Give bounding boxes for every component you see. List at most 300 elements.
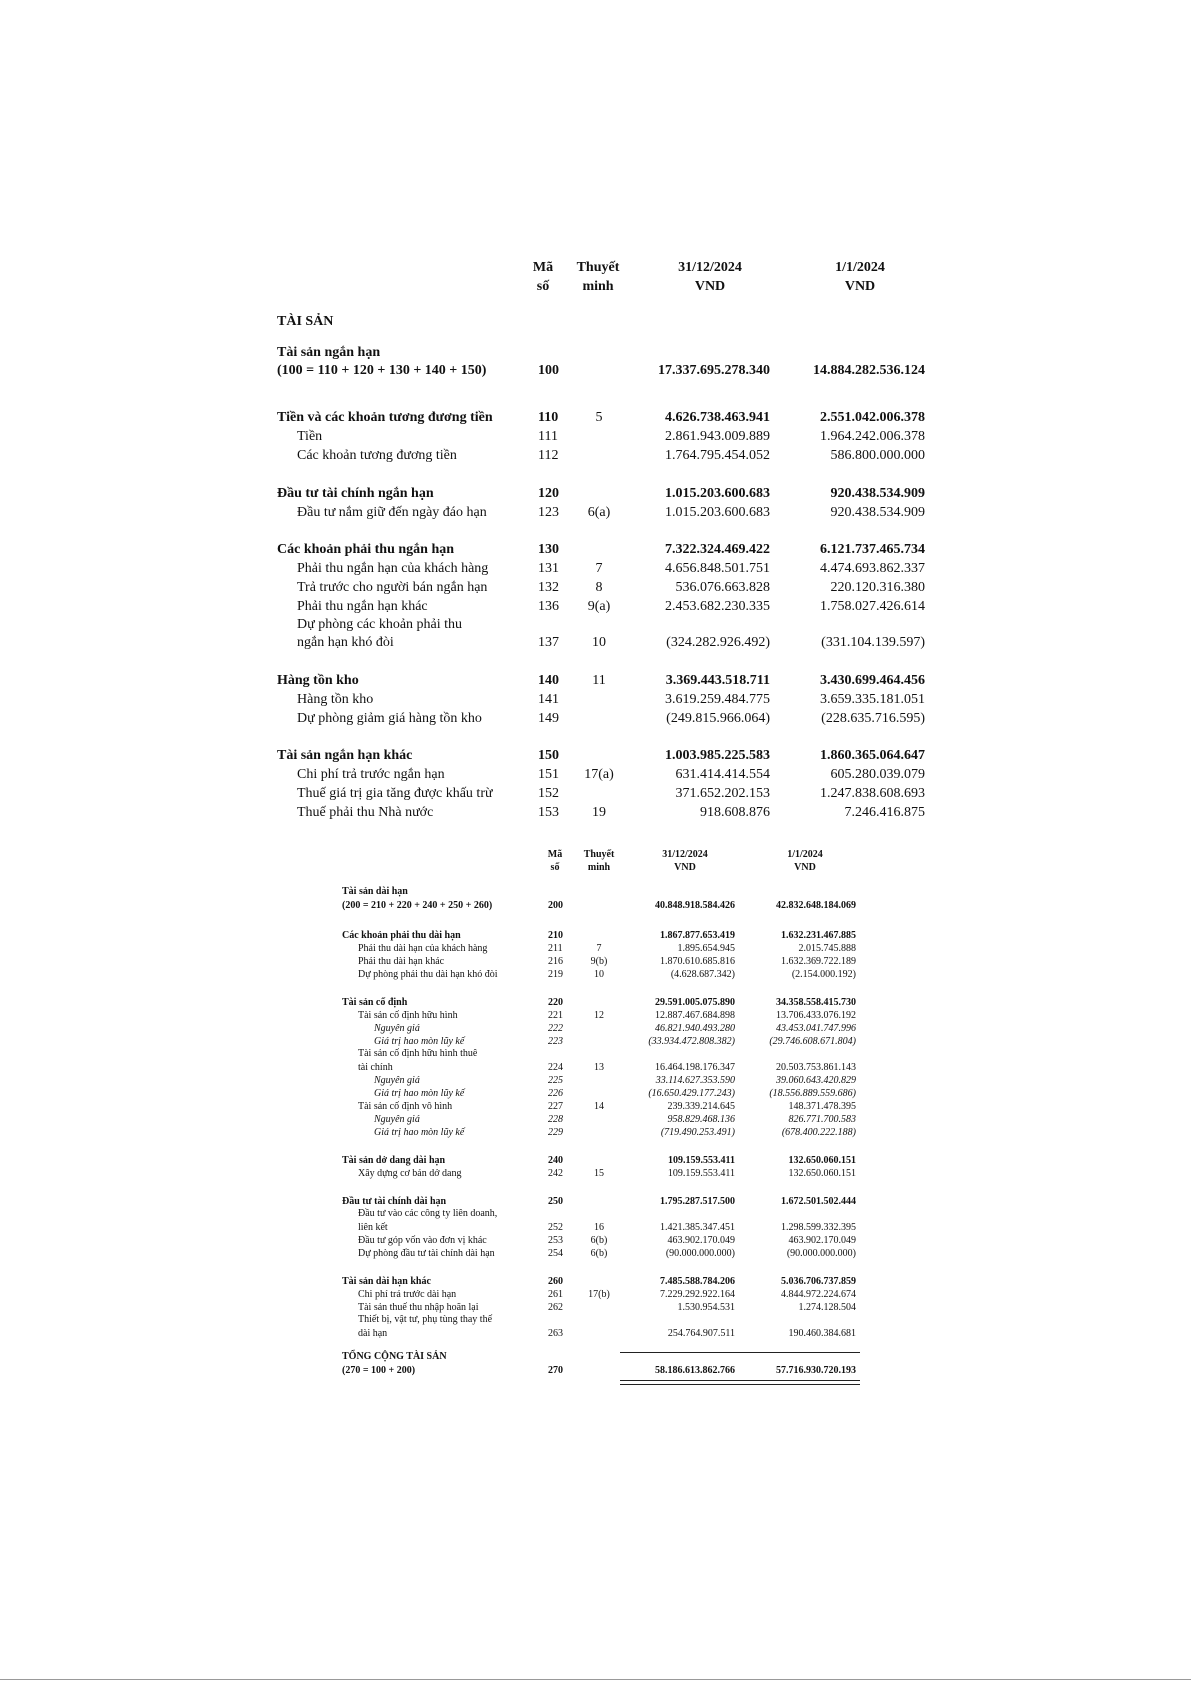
top-value-2024-12-31-100: 17.337.695.278.340 [658,363,770,378]
bottom-header-col2 [750,848,860,874]
top-note-123: 6(a) [587,505,611,520]
top-row-120 [0,485,1191,503]
top-label-line1-141: Hàng tồn kho [297,692,374,707]
top-note-151: 17(a) [584,767,614,782]
bottom-label-line1-261: Chi phí trả trước dài hạn [358,1289,457,1300]
bottom-code-229: 229 [548,1127,563,1138]
top-value-2024-01-01-141: 3.659.335.181.051 [820,692,925,707]
bottom-label-line2-252: liên kết [358,1222,388,1233]
bottom-label-263 [358,1313,492,1341]
top-value-2024-12-31-137: (324.282.926.492) [666,635,770,650]
header-col2 [790,258,930,296]
top-value-2024-01-01-130: 6.121.737.465.734 [820,542,925,557]
top-value-2024-12-31-120: 1.015.203.600.683 [665,486,770,501]
top-value-2024-01-01-152: 1.247.838.608.693 [820,786,925,801]
top-row-110 [0,409,1191,427]
top-note-137: 10 [592,635,606,650]
top-row-111 [0,428,1191,446]
bottom-note-242: 15 [594,1168,604,1179]
bottom-note-254: 6(b) [590,1248,608,1259]
bottom-label-221 [358,1009,458,1023]
header-col1-line1: 31/12/2024 [678,260,742,275]
bottom-value-2024-12-31-242: 109.159.553.411 [667,1168,735,1179]
top-label-110 [277,409,493,427]
header-col1-line2: VND [694,279,726,294]
bottom-label-line1-222: Nguyên giá [374,1023,420,1034]
bottom-label-224 [358,1047,477,1075]
bottom-value-2024-01-01-270: 57.716.930.720.193 [776,1365,856,1376]
top-note-132: 8 [595,580,603,595]
bottom-label-line1-260: Tài sản dài hạn khác [342,1276,431,1287]
bottom-label-line2-200: (200 = 210 + 220 + 240 + 250 + 260) [342,900,493,911]
page-footer-line [0,1679,1191,1680]
top-value-2024-01-01-112: 586.800.000.000 [830,448,925,463]
top-value-2024-01-01-150: 1.860.365.064.647 [820,748,925,763]
bottom-value-2024-01-01-250: 1.672.501.502.444 [781,1196,856,1207]
bottom-value-2024-12-31-227: 239.339.214.645 [667,1101,735,1112]
bottom-row-250 [0,1195,1191,1213]
header-ma-so-line2: số [536,279,550,294]
top-value-2024-12-31-149: (249.815.966.064) [666,711,770,726]
bottom-value-2024-12-31-260: 7.485.588.784.206 [660,1276,735,1287]
bottom-label-line1-240: Tài sản dở dang dài hạn [342,1155,446,1166]
bottom-label-line1-221: Tài sản cố định hữu hình [358,1010,458,1021]
bottom-label-225 [374,1074,420,1088]
bottom-header-thuyet-minh-line2: minh [587,862,611,873]
bottom-value-2024-12-31-226: (16.650.429.177.243) [648,1088,735,1099]
top-label-line1-100: Tài sản ngắn hạn [277,345,381,360]
top-value-2024-12-31-153: 918.608.876 [700,805,770,820]
top-value-2024-12-31-140: 3.369.443.518.711 [665,673,770,688]
bottom-label-216 [358,955,444,969]
top-row-149 [0,710,1191,728]
bottom-header-ma-so-line1: Mã [547,849,563,860]
bottom-note-252: 16 [594,1222,604,1233]
top-label-131 [297,560,488,578]
bottom-label-219 [358,968,498,982]
top-note-153: 19 [592,805,606,820]
bottom-note-253: 6(b) [590,1235,608,1246]
top-label-line1-153: Thuế phải thu Nhà nước [297,805,434,820]
top-label-line1-149: Dự phòng giảm giá hàng tồn kho [297,711,482,726]
top-row-132 [0,579,1191,597]
bottom-label-252 [358,1207,497,1235]
top-code-131: 131 [538,561,559,576]
bottom-value-2024-01-01-200: 42.832.648.184.069 [776,900,856,911]
bottom-value-2024-12-31-223: (33.934.472.808.382) [648,1036,735,1047]
top-label-line1-112: Các khoản tương đương tiền [297,448,457,463]
bottom-code-226: 226 [548,1088,563,1099]
bottom-value-2024-01-01-253: 463.902.170.049 [788,1235,856,1246]
bottom-note-216: 9(b) [590,956,608,967]
bottom-label-line1-223: Giá trị hao mòn lũy kế [374,1036,465,1047]
bottom-value-2024-12-31-211: 1.895.654.945 [677,943,735,954]
top-code-140: 140 [538,673,559,688]
top-label-line2-100: (100 = 110 + 120 + 130 + 140 + 150) [277,363,487,378]
top-label-132 [297,579,487,597]
bottom-value-2024-01-01-240: 132.650.060.151 [788,1155,856,1166]
bottom-value-2024-12-31-263: 254.764.907.511 [667,1328,735,1339]
bottom-value-2024-01-01-254: (90.000.000.000) [786,1248,856,1259]
top-label-130 [277,541,454,559]
bottom-label-line1-227: Tài sản cố định vô hình [358,1101,453,1112]
bottom-value-2024-12-31-253: 463.902.170.049 [667,1235,735,1246]
top-label-line1-130: Các khoản phải thu ngắn hạn [277,542,455,557]
top-row-141 [0,691,1191,709]
top-value-2024-12-31-130: 7.322.324.469.422 [665,542,770,557]
top-label-line2-137: ngắn hạn khó đòi [297,635,394,650]
bottom-value-2024-12-31-270: 58.186.613.862.766 [655,1365,735,1376]
top-code-149: 149 [538,711,559,726]
bottom-value-2024-01-01-262: 1.274.128.504 [798,1302,856,1313]
bottom-code-250: 250 [548,1196,563,1207]
bottom-code-242: 242 [548,1168,563,1179]
bottom-code-221: 221 [548,1010,563,1021]
bottom-code-222: 222 [548,1023,563,1034]
top-value-2024-12-31-141: 3.619.259.484.775 [665,692,770,707]
bottom-label-254 [358,1247,495,1261]
top-code-123: 123 [538,505,559,520]
bottom-value-2024-12-31-250: 1.795.287.517.500 [660,1196,735,1207]
top-row-131 [0,560,1191,578]
bottom-label-line1-211: Phải thu dài hạn của khách hàng [358,943,488,954]
bottom-label-211 [358,942,487,956]
bottom-code-261: 261 [548,1289,563,1300]
top-value-2024-12-31-131: 4.656.848.501.751 [665,561,770,576]
top-code-110: 110 [538,410,559,425]
top-value-2024-12-31-132: 536.076.663.828 [675,580,770,595]
bottom-value-2024-12-31-221: 12.887.467.684.898 [655,1010,735,1021]
bottom-label-line1-200: Tài sản dài hạn [342,886,408,897]
bottom-code-219: 219 [548,969,563,980]
bottom-label-270 [342,1350,447,1378]
bottom-label-line1-262: Tài sản thuế thu nhập hoãn lại [358,1302,479,1313]
bottom-value-2024-12-31-261: 7.229.292.922.164 [660,1289,735,1300]
bottom-value-2024-01-01-211: 2.015.745.888 [798,943,856,954]
bottom-value-2024-01-01-210: 1.632.231.467.885 [781,930,856,941]
top-label-line1-151: Chi phí trả trước ngắn hạn [297,767,445,782]
top-row-153 [0,804,1191,822]
bottom-value-2024-01-01-263: 190.460.384.681 [788,1328,856,1339]
bottom-value-2024-12-31-229: (719.490.253.491) [660,1127,735,1138]
top-note-136: 9(a) [587,599,611,614]
bottom-label-200 [342,885,492,913]
top-row-150 [0,747,1191,765]
bottom-value-2024-01-01-224: 20.503.753.861.143 [776,1062,856,1073]
top-row-112 [0,447,1191,465]
top-code-100: 100 [538,363,559,378]
bottom-header-col2-line2: VND [794,862,816,873]
bottom-code-225: 225 [548,1075,563,1086]
bottom-code-260: 260 [548,1276,563,1287]
top-value-2024-01-01-151: 605.280.039.079 [830,767,925,782]
bottom-value-2024-01-01-229: (678.400.222.188) [781,1127,856,1138]
top-value-2024-01-01-136: 1.758.027.426.614 [820,599,925,614]
bottom-value-2024-12-31-222: 46.821.940.493.280 [655,1023,735,1034]
bottom-label-line1-220: Tài sản cố định [342,997,408,1008]
header-col2-line1: 1/1/2024 [835,260,885,275]
bottom-value-2024-12-31-262: 1.530.954.531 [677,1302,735,1313]
top-label-line1-123: Đầu tư nắm giữ đến ngày đáo hạn [297,505,487,520]
top-value-2024-01-01-137: (331.104.139.597) [821,635,925,650]
top-label-line1-152: Thuế giá trị gia tăng được khấu trừ [297,786,493,801]
bottom-label-240 [342,1154,445,1168]
top-label-line1-132: Trả trước cho người bán ngắn hạn [297,580,488,595]
top-value-2024-01-01-110: 2.551.042.006.378 [820,410,925,425]
bottom-value-2024-12-31-216: 1.870.610.685.816 [660,956,735,967]
top-label-149 [297,710,482,728]
top-label-line1-136: Phải thu ngắn hạn khác [297,599,428,614]
bottom-label-242 [358,1167,461,1181]
total-double-rule [620,1380,860,1385]
bottom-label-line1-228: Nguyên giá [374,1114,420,1125]
bottom-label-228 [374,1113,420,1127]
top-code-120: 120 [538,486,559,501]
top-label-153 [297,804,433,822]
top-code-152: 152 [538,786,559,801]
top-label-137 [297,616,462,652]
top-label-line1-131: Phải thu ngắn hạn của khách hàng [297,561,489,576]
total-top-rule [620,1352,860,1353]
bottom-value-2024-01-01-223: (29.746.608.671.804) [769,1036,856,1047]
top-label-152 [297,785,493,803]
bottom-row-223 [0,1035,1191,1053]
top-code-153: 153 [538,805,559,820]
top-label-111 [297,428,322,446]
bottom-value-2024-01-01-261: 4.844.972.224.674 [781,1289,856,1300]
bottom-value-2024-01-01-225: 39.060.643.420.829 [776,1075,856,1086]
bottom-value-2024-01-01-242: 132.650.060.151 [788,1168,856,1179]
header-col2-line2: VND [844,279,876,294]
top-row-130 [0,541,1191,559]
top-label-151 [297,766,445,784]
header-thuyet-minh-line1: Thuyết [576,260,620,275]
bottom-value-2024-12-31-200: 40.848.918.584.426 [655,900,735,911]
bottom-code-270: 270 [548,1365,563,1376]
top-row-152 [0,785,1191,803]
header-col1 [640,258,780,296]
bottom-label-line1-225: Nguyên giá [374,1075,420,1086]
top-label-120 [277,485,434,503]
top-code-111: 111 [538,429,558,444]
bottom-row-200 [0,886,1191,917]
bottom-code-200: 200 [548,900,563,911]
bottom-header-col2-line1: 1/1/2024 [787,849,823,860]
bottom-header-thuyet-minh [574,848,624,874]
bottom-value-2024-01-01-221: 13.706.433.076.192 [776,1010,856,1021]
bottom-note-224: 13 [594,1062,604,1073]
top-row-100 [0,345,1191,380]
top-label-100 [277,344,486,380]
top-code-141: 141 [538,692,559,707]
bottom-label-line1-226: Giá trị hao mòn lũy kế [374,1088,465,1099]
top-value-2024-12-31-110: 4.626.738.463.941 [665,410,770,425]
top-value-2024-01-01-123: 920.438.534.909 [830,505,925,520]
bottom-label-line1-216: Phải thu dài hạn khác [358,956,445,967]
bottom-value-2024-12-31-210: 1.867.877.653.419 [660,930,735,941]
top-code-112: 112 [538,448,559,463]
bottom-header-col1-line2: VND [674,862,696,873]
bottom-label-210 [342,929,461,943]
top-value-2024-12-31-111: 2.861.943.009.889 [665,429,770,444]
bottom-label-line1-252: Đầu tư vào các công ty liên doanh, [358,1208,498,1219]
top-label-141 [297,691,373,709]
header-thuyet-minh-line2: minh [582,279,614,294]
bottom-code-223: 223 [548,1036,563,1047]
bottom-value-2024-12-31-224: 16.464.198.176.347 [655,1062,735,1073]
top-note-131: 7 [595,561,603,576]
bottom-header-ma-so [540,848,570,874]
bottom-code-252: 252 [548,1222,563,1233]
bottom-code-228: 228 [548,1114,563,1125]
top-value-2024-01-01-131: 4.474.693.862.337 [820,561,925,576]
bottom-note-211: 7 [596,943,602,954]
bottom-code-240: 240 [548,1155,563,1166]
top-code-136: 136 [538,599,559,614]
bottom-code-253: 253 [548,1235,563,1246]
top-value-2024-01-01-149: (228.635.716.595) [821,711,925,726]
top-value-2024-12-31-150: 1.003.985.225.583 [665,748,770,763]
top-row-140 [0,672,1191,690]
top-row-137 [0,617,1191,652]
bottom-code-210: 210 [548,930,563,941]
top-value-2024-01-01-120: 920.438.534.909 [830,486,925,501]
bottom-value-2024-01-01-252: 1.298.599.332.395 [781,1222,856,1233]
bottom-value-2024-01-01-226: (18.556.889.559.686) [769,1088,856,1099]
top-code-132: 132 [538,580,559,595]
bottom-label-line2-263: dài hạn [358,1328,388,1339]
bottom-label-line2-270: (270 = 100 + 200) [342,1365,416,1376]
bottom-header-col1 [630,848,740,874]
top-value-2024-01-01-140: 3.430.699.464.456 [820,673,925,688]
top-label-line1-150: Tài sản ngắn hạn khác [277,748,413,763]
top-note-140: 11 [592,673,606,688]
top-value-2024-12-31-123: 1.015.203.600.683 [665,505,770,520]
bottom-row-242 [0,1167,1191,1185]
bottom-label-261 [358,1288,456,1302]
bottom-value-2024-01-01-220: 34.358.558.415.730 [776,997,856,1008]
top-row-151 [0,766,1191,784]
bottom-value-2024-12-31-220: 29.591.005.075.890 [655,997,735,1008]
bottom-label-line2-224: tài chính [358,1062,393,1073]
bottom-label-line1-254: Dự phòng đầu tư tài chính dài hạn [358,1248,495,1259]
bottom-row-229 [0,1126,1191,1144]
top-value-2024-01-01-100: 14.884.282.536.124 [813,363,925,378]
top-label-123 [297,504,487,522]
top-label-112 [297,447,457,465]
top-note-110: 5 [595,410,603,425]
bottom-note-219: 10 [594,969,604,980]
top-code-150: 150 [538,748,559,763]
bottom-code-262: 262 [548,1302,563,1313]
bottom-code-227: 227 [548,1101,563,1112]
header-thuyet-minh [570,258,626,296]
top-value-2024-01-01-111: 1.964.242.006.378 [820,429,925,444]
top-value-2024-12-31-152: 371.652.202.153 [675,786,770,801]
bottom-value-2024-12-31-219: (4.628.687.342) [670,969,735,980]
bottom-note-227: 14 [594,1101,604,1112]
bottom-label-253 [358,1234,487,1248]
bottom-row-254 [0,1247,1191,1265]
top-row-136 [0,598,1191,616]
bottom-row-219 [0,968,1191,986]
bottom-row-270 [0,1351,1191,1382]
bottom-label-260 [342,1275,431,1289]
top-label-line1-137: Dự phòng các khoản phải thu [297,617,463,632]
top-code-130: 130 [538,542,559,557]
bottom-value-2024-01-01-219: (2.154.000.192) [791,969,856,980]
top-value-2024-12-31-151: 631.414.414.554 [675,767,770,782]
bottom-header-thuyet-minh-line1: Thuyết [583,849,615,860]
bottom-label-line1-263: Thiết bị, vật tư, phụ tùng thay thế [358,1314,493,1325]
bottom-value-2024-12-31-228: 958.829.468.136 [667,1114,735,1125]
bottom-code-211: 211 [548,943,563,954]
bottom-label-line1-210: Các khoản phải thu dài hạn [342,930,461,941]
header-ma-so-line1: Mã [532,260,554,275]
bottom-label-226 [374,1087,464,1101]
bottom-label-line1-250: Đầu tư tài chính dài hạn [342,1196,447,1207]
bottom-value-2024-12-31-252: 1.421.385.347.451 [660,1222,735,1233]
top-value-2024-01-01-132: 220.120.316.380 [830,580,925,595]
bottom-label-227 [358,1100,452,1114]
bottom-label-229 [374,1126,464,1140]
bottom-note-221: 12 [594,1010,604,1021]
top-value-2024-12-31-112: 1.764.795.454.052 [665,448,770,463]
section-title: TÀI SẢN [277,314,334,329]
bottom-code-216: 216 [548,956,563,967]
bottom-header-ma-so-line2: số [550,862,560,873]
top-label-140 [277,672,359,690]
bottom-value-2024-12-31-225: 33.114.627.353.590 [655,1075,735,1086]
bottom-label-line1-270: TỔNG CỘNG TÀI SẢN [342,1351,447,1362]
bottom-row-262 [0,1301,1191,1319]
bottom-note-261: 17(b) [588,1289,610,1300]
bottom-value-2024-01-01-216: 1.632.369.722.189 [781,956,856,967]
bottom-label-222 [374,1022,420,1036]
top-label-136 [297,598,428,616]
bottom-header-col1-line1: 31/12/2024 [662,849,708,860]
bottom-label-line1-224: Tài sản cố định hữu hình thuê [358,1048,478,1059]
bottom-value-2024-01-01-260: 5.036.706.737.859 [781,1276,856,1287]
bottom-value-2024-01-01-227: 148.371.478.395 [788,1101,856,1112]
bottom-label-line1-229: Giá trị hao mòn lũy kế [374,1127,465,1138]
top-code-151: 151 [538,767,559,782]
bottom-code-263: 263 [548,1328,563,1339]
bottom-label-line1-242: Xây dựng cơ bản dở dang [358,1168,462,1179]
top-label-line1-120: Đầu tư tài chính ngắn hạn [277,486,434,501]
bottom-value-2024-01-01-228: 826.771.700.583 [788,1114,856,1125]
bottom-label-line1-219: Dự phòng phải thu dài hạn khó đòi [358,969,498,980]
bottom-row-263 [0,1314,1191,1345]
bottom-value-2024-12-31-254: (90.000.000.000) [665,1248,735,1259]
bottom-code-220: 220 [548,997,563,1008]
bottom-label-line1-253: Đầu tư góp vốn vào đơn vị khác [358,1235,487,1246]
bottom-code-224: 224 [548,1062,563,1073]
top-label-line1-111: Tiền [297,429,323,444]
top-row-123 [0,504,1191,522]
top-label-line1-110: Tiền và các khoản tương đương tiền [277,410,493,425]
bottom-label-220 [342,996,407,1010]
top-value-2024-01-01-153: 7.246.416.875 [844,805,925,820]
bottom-code-254: 254 [548,1248,563,1259]
bottom-value-2024-01-01-222: 43.453.041.747.996 [776,1023,856,1034]
header-ma-so [528,258,558,296]
top-value-2024-12-31-136: 2.453.682.230.335 [665,599,770,614]
bottom-value-2024-12-31-240: 109.159.553.411 [668,1155,735,1166]
top-label-line1-140: Hàng tồn kho [277,673,359,688]
top-label-150 [277,747,412,765]
top-code-137: 137 [538,635,559,650]
